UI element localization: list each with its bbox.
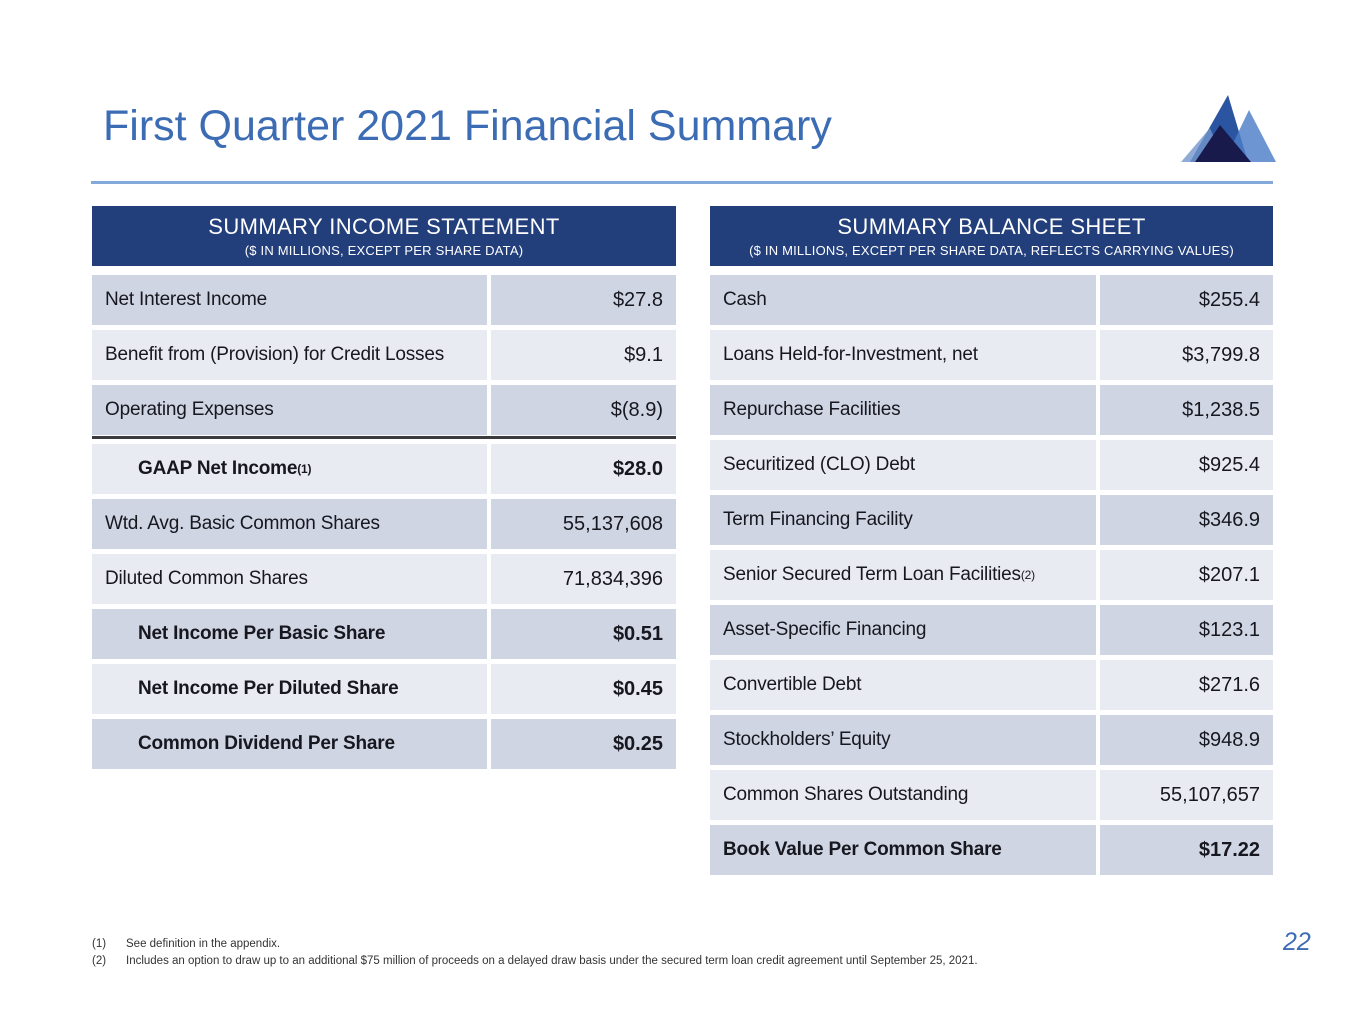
table-row (710, 660, 1273, 710)
row-label: GAAP Net Income (1) (92, 444, 487, 494)
row-label: Convertible Debt (710, 660, 1096, 710)
row-label: Wtd. Avg. Basic Common Shares (92, 499, 487, 549)
row-value: $925.4 (1100, 440, 1273, 490)
table-subtitle: ($ IN MILLIONS, EXCEPT PER SHARE DATA) (244, 243, 524, 258)
footnote-item (92, 953, 978, 970)
row-value: $255.4 (1100, 275, 1273, 325)
table-row (710, 275, 1273, 325)
table-row (710, 495, 1273, 545)
row-label: Repurchase Facilities (710, 385, 1096, 435)
table-subtitle: ($ IN MILLIONS, EXCEPT PER SHARE DATA, REFLECTS CARRYING VALUES) (749, 243, 1234, 258)
table-row (710, 825, 1273, 875)
row-value: $0.45 (491, 664, 676, 714)
income-statement-header (92, 206, 676, 266)
balance-sheet-header (710, 206, 1273, 266)
page-number: 22 (1283, 928, 1311, 956)
balance-sheet-body (710, 275, 1273, 875)
footnote-text: See definition in the appendix. (126, 938, 281, 950)
row-value: $27.8 (491, 275, 676, 325)
table-row (92, 499, 676, 549)
table-row (710, 440, 1273, 490)
row-label: Book Value Per Common Share (710, 825, 1096, 875)
footnote-item (92, 936, 978, 953)
row-value: $346.9 (1100, 495, 1273, 545)
footnote-number: (1) (92, 938, 107, 950)
row-value: $17.22 (1100, 825, 1273, 875)
row-label: Senior Secured Term Loan Facilities (2) (710, 550, 1096, 600)
table-row (92, 385, 676, 435)
row-label: Benefit from (Provision) for Credit Losses (92, 330, 487, 380)
footnotes (92, 936, 978, 970)
row-value: $123.1 (1100, 605, 1273, 655)
row-value: $1,238.5 (1100, 385, 1273, 435)
row-value: $3,799.8 (1100, 330, 1273, 380)
row-value: $9.1 (491, 330, 676, 380)
row-value: $207.1 (1100, 550, 1273, 600)
row-value: 55,137,608 (491, 499, 676, 549)
table-row (710, 715, 1273, 765)
table-title: SUMMARY BALANCE SHEET (837, 214, 1146, 239)
table-row (710, 550, 1273, 600)
row-value: 55,107,657 (1100, 770, 1273, 820)
table-row (710, 770, 1273, 820)
row-value: $0.51 (491, 609, 676, 659)
table-row (92, 330, 676, 380)
table-row (710, 605, 1273, 655)
title-divider (91, 181, 1273, 184)
row-label: Net Income Per Diluted Share (92, 664, 487, 714)
table-row (92, 275, 676, 325)
income-statement-body (92, 275, 676, 769)
row-label: Loans Held-for-Investment, net (710, 330, 1096, 380)
row-label: Net Income Per Basic Share (92, 609, 487, 659)
row-value: $0.25 (491, 719, 676, 769)
row-label: Common Shares Outstanding (710, 770, 1096, 820)
company-logo (1180, 92, 1276, 162)
row-value: 71,834,396 (491, 554, 676, 604)
table-title: SUMMARY INCOME STATEMENT (208, 214, 560, 239)
footnote-text: Includes an option to draw up to an additional $75 million of proceeds on a delayed draw basis under the secured term loan credit agreement until September 25, 2021. (126, 955, 978, 967)
table-row (710, 385, 1273, 435)
row-value: $(8.9) (491, 385, 676, 435)
table-row (92, 444, 676, 494)
row-label: Net Interest Income (92, 275, 487, 325)
page-title: First Quarter 2021 Financial Summary (103, 102, 832, 150)
row-label: Operating Expenses (92, 385, 487, 435)
row-label: Asset-Specific Financing (710, 605, 1096, 655)
balance-sheet-table (710, 206, 1273, 875)
row-label: Common Dividend Per Share (92, 719, 487, 769)
table-row (92, 719, 676, 769)
row-label: Securitized (CLO) Debt (710, 440, 1096, 490)
table-row (92, 609, 676, 659)
footnote-number: (2) (92, 955, 107, 967)
income-statement-table (92, 206, 676, 769)
row-value: $948.9 (1100, 715, 1273, 765)
table-row (710, 330, 1273, 380)
table-row (92, 664, 676, 714)
section-divider-line (92, 436, 676, 439)
row-label: Term Financing Facility (710, 495, 1096, 545)
row-label: Cash (710, 275, 1096, 325)
row-label: Diluted Common Shares (92, 554, 487, 604)
table-row (92, 554, 676, 604)
row-value: $271.6 (1100, 660, 1273, 710)
row-label: Stockholders’ Equity (710, 715, 1096, 765)
row-value: $28.0 (491, 444, 676, 494)
